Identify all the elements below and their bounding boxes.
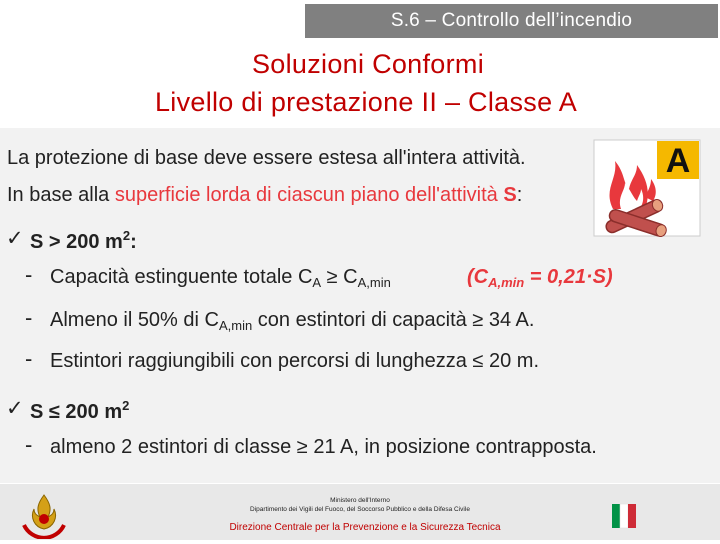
- section-title: S.6 – Controllo dell’incendio: [390, 10, 633, 31]
- footer: [0, 484, 720, 540]
- checkmark-icon: ✓: [6, 397, 24, 420]
- ministero-interno-logo: [610, 500, 720, 532]
- fire-class-a-icon: [593, 139, 701, 237]
- item-two-extinguishers: almeno 2 estintori di classe ≥ 21 A, in posizione contrapposta.: [50, 436, 597, 458]
- checkmark-icon: ✓: [6, 227, 24, 250]
- item-fifty-percent: Almeno il 50% di $C_{A,min}$ con estintori di capacità ≥ 34 A.: [50, 309, 535, 333]
- bullet-dash: -: [25, 262, 33, 287]
- footer-direction: Direzione Centrale per la Prevenzione e la Sicurezza Tecnica: [229, 522, 501, 533]
- footer-ministry: Ministero dell'Interno: [330, 497, 390, 504]
- item-capacity-total: Capacità estinguente totale $C_A \ge C_{A,min}$: [50, 266, 391, 290]
- bullet-dash: -: [25, 346, 33, 371]
- intro-line-1: La protezione di base deve essere estesa all'intera attività.: [7, 147, 526, 169]
- surface-highlight: superficie lorda di ciascun piano dell'attività: [114, 184, 504, 206]
- case-under-200-label: S ≤ 200 $m^2$: [30, 398, 130, 423]
- section-header: [305, 4, 718, 38]
- slide-title-line2: Livello di prestazione II – Classe A: [154, 87, 578, 117]
- fire-class-letter: A: [665, 142, 691, 180]
- footer-department: Dipartimento dei Vigili del Fuoco, del Soccorso Pubblico e della Difesa Civile: [250, 506, 470, 513]
- bullet-dash: -: [25, 305, 33, 330]
- bullet-dash: -: [25, 432, 33, 457]
- formula-ca-min: $(C_{A,min} = 0,21\cdot S)$: [467, 266, 613, 290]
- intro-line-2: In base alla superficie lorda di ciascun piano dell'attività S:: [7, 184, 523, 206]
- item-reachable: Estintori raggiungibili con percorsi di lunghezza ≤ 20 m.: [50, 350, 540, 372]
- case-over-200-label: S > 200 $m^2$:: [30, 228, 137, 253]
- slide-title-line1: Soluzioni Conformi: [252, 49, 484, 79]
